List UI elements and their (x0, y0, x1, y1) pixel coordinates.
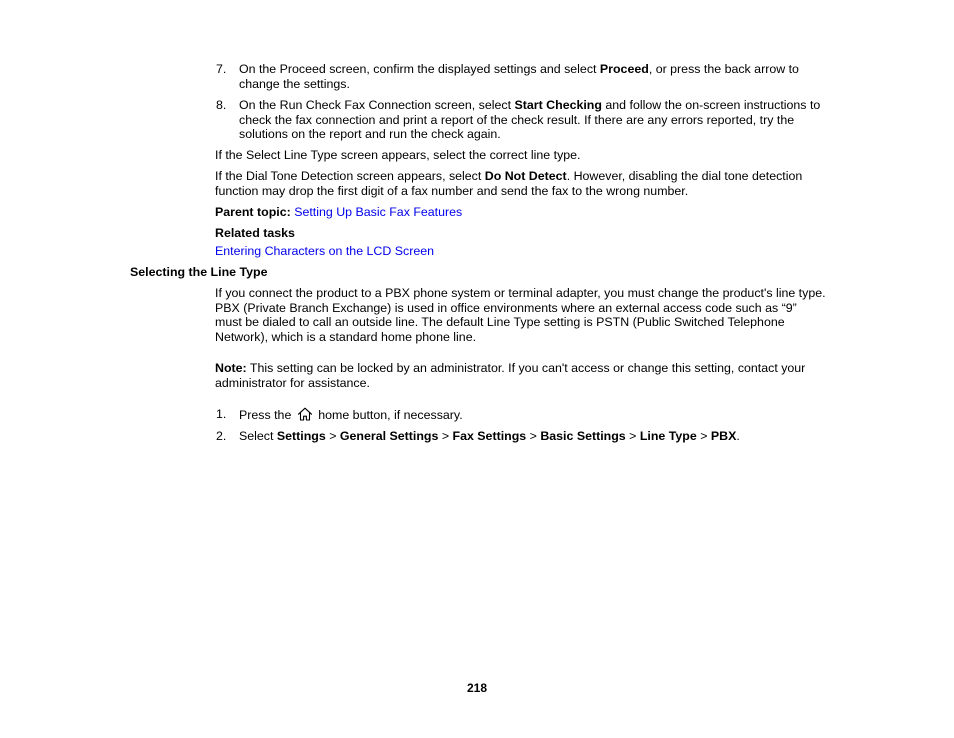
dial-tone-paragraph (215, 169, 827, 198)
step-text (239, 62, 827, 91)
parent-topic-link[interactable]: Setting Up Basic Fax Features (294, 205, 463, 219)
page-number: 218 (466, 681, 488, 695)
parent-topic (215, 205, 827, 220)
menu-path-settings: Settings (276, 429, 326, 443)
path-separator: > (526, 429, 541, 443)
related-task-link[interactable]: Entering Characters on the LCD Screen (215, 244, 435, 258)
step-text (239, 98, 827, 142)
step-text-post: and follow the on-screen instructions to check the fax connection and print a report of the check result. If there are any errors reported, try the solutions on the report and run the check again. (239, 98, 821, 142)
step-text (239, 429, 827, 444)
related-tasks-label: Related tasks (215, 226, 295, 240)
step-number: 8. (216, 98, 227, 112)
step-text (239, 407, 827, 423)
menu-path-basic-settings: Basic Settings (540, 429, 626, 443)
paragraph-pre: If the Dial Tone Detection screen appears, select (215, 169, 485, 183)
intro-paragraph: If you connect the product to a PBX phone system or terminal adapter, you must change the product's line type. PBX (Private Branch Exchange) is used in office environments where an external access code such as “9” must be dialed to call an outside line. The default Line Type setting is PSTN (Public Switched Telephone Network), which is a standard home phone line. (215, 286, 826, 344)
step-text-post: , or press the back arrow to change the settings. (239, 62, 799, 91)
menu-path-general-settings: General Settings (339, 429, 439, 443)
select-line-type-paragraph: If the Select Line Type screen appears, select the correct line type. (215, 148, 581, 162)
proceed-label: Proceed (599, 62, 649, 76)
menu-path-pbx: PBX (710, 429, 737, 443)
menu-path-line-type: Line Type (639, 429, 697, 443)
step-number: 1. (216, 407, 227, 421)
do-not-detect-label: Do Not Detect (484, 169, 567, 183)
note-text: This setting can be locked by an administrator. If you can't access or change this setting, contact your administrator for assistance. (215, 361, 806, 390)
home-icon (297, 407, 313, 421)
step-text-pre: Press the (239, 408, 295, 422)
parent-topic-label: Parent topic: (215, 205, 291, 219)
section-heading: Selecting the Line Type (130, 265, 268, 279)
related-tasks-heading (215, 226, 827, 241)
step-text-pre: On the Run Check Fax Connection screen, select (239, 98, 515, 112)
step-number: 7. (216, 62, 227, 76)
path-separator: > (325, 429, 340, 443)
note-paragraph (215, 361, 827, 390)
path-separator: > (625, 429, 640, 443)
step-number: 2. (216, 429, 227, 443)
step-text-post: home button, if necessary. (314, 408, 463, 422)
paragraph-post: . However, disabling the dial tone detection function may drop the first digit of a fax number and send the fax to the wrong number. (215, 169, 803, 198)
step-text-pre: Select (239, 429, 277, 443)
path-separator: > (438, 429, 453, 443)
related-tasks-list (215, 244, 827, 259)
path-separator: > (696, 429, 711, 443)
menu-path-fax-settings: Fax Settings (452, 429, 527, 443)
step-text-pre: On the Proceed screen, confirm the displayed settings and select (239, 62, 600, 76)
start-checking-label: Start Checking (514, 98, 602, 112)
note-label: Note: (215, 361, 247, 375)
step-text-end: . (736, 429, 740, 443)
